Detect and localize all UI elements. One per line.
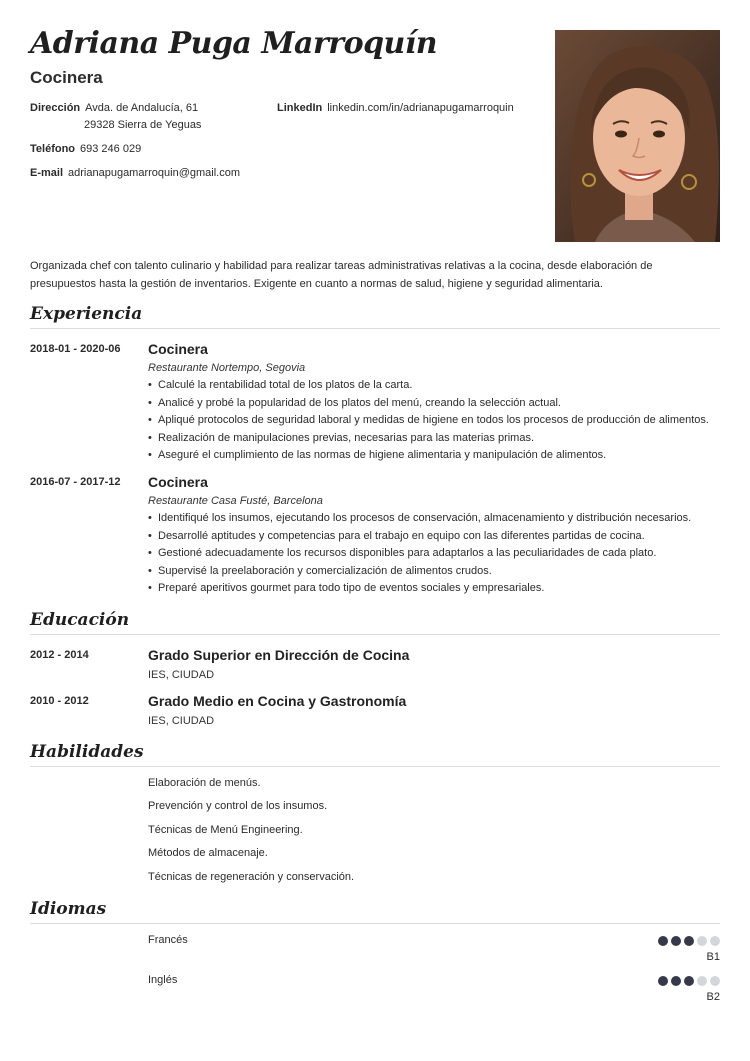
rating-dot-filled	[658, 976, 668, 986]
education-date: 2012 - 2014	[30, 649, 89, 661]
list-item: • Gestioné adecuadamente los recursos disponibles para adaptarlos a las peculiaridades de cada plato.	[148, 545, 720, 563]
email-link[interactable]: adrianapugamarroquin@gmail.com	[68, 167, 240, 179]
skill-item: Técnicas de regeneración y conservación.	[148, 871, 355, 883]
language-level: B2	[706, 991, 720, 1003]
rating-dot-filled	[684, 936, 694, 946]
list-item: • Analicé y probé la popularidad de los platos del menú, creando la selección actual.	[148, 395, 720, 413]
contact-address	[30, 100, 201, 134]
language-rating	[658, 976, 720, 986]
skill-item: Técnicas de Menú Engineering.	[148, 824, 303, 836]
language-level: B1	[706, 951, 720, 963]
education-degree: Grado Superior en Dirección de Cocina	[148, 647, 410, 663]
list-item: • Supervisé la preelaboración y comercialización de alimentos crudos.	[148, 563, 720, 581]
skill-item: Métodos de almacenaje.	[148, 847, 268, 859]
experience-date: 2016-07 - 2017-12	[30, 476, 121, 488]
experience-role: Cocinera	[148, 341, 208, 357]
skill-item: Prevención y control de los insumos.	[148, 800, 328, 812]
linkedin-label: LinkedIn	[277, 102, 323, 114]
list-item: • Aseguré el cumplimiento de las normas de higiene alimentaria y manipulación de alimentos.	[148, 447, 720, 465]
skill-item: Elaboración de menús.	[148, 777, 261, 789]
rating-dot-filled	[671, 976, 681, 986]
experience-company: Restaurante Casa Fusté, Barcelona	[148, 495, 323, 507]
education-entry	[30, 646, 720, 681]
address-line-2: 29328 Sierra de Yeguas	[84, 119, 202, 131]
list-item: • Realización de manipulaciones previas, necesarias para las materias primas.	[148, 430, 720, 448]
language-entry	[30, 934, 720, 970]
contact-linkedin	[277, 100, 514, 117]
profile-summary: Organizada chef con talento culinario y habilidad para realizar tareas administrativas relativas a la cocina, desde elaboración de presupuestos hasta la gestión de inventarios. Exigente en cuanto a normas de salud, higiene y seguridad alimentaria.	[30, 260, 653, 290]
linkedin-link[interactable]: linkedin.com/in/adrianapugamarroquin	[327, 102, 514, 114]
list-item: • Calculé la rentabilidad total de los platos de la carta.	[148, 377, 720, 395]
experience-bullets	[148, 510, 720, 598]
list-item: • Desarrollé aptitudes y competencias para el trabajo en equipo con las diferentes partidas de cocina.	[148, 528, 720, 546]
language-rating	[658, 936, 720, 946]
education-institution: IES, CIUDAD	[148, 669, 215, 681]
contact-email	[30, 165, 240, 182]
experience-entry	[30, 473, 720, 598]
language-name: Francés	[148, 934, 188, 946]
address-line-1: Avda. de Andalucía, 61	[85, 102, 199, 114]
rating-dot-filled	[671, 936, 681, 946]
education-entry	[30, 692, 720, 727]
language-name: Inglés	[148, 974, 178, 986]
candidate-name: Adriana Puga Marroquín	[30, 26, 438, 61]
experience-bullets	[148, 377, 720, 465]
rating-dot-filled	[658, 936, 668, 946]
section-heading-languages: Idiomas	[30, 899, 720, 924]
list-item: • Preparé aperitivos gourmet para todo tipo de eventos sociales y empresariales.	[148, 580, 720, 598]
section-heading-education: Educación	[30, 610, 720, 635]
profile-photo-image	[555, 30, 720, 242]
email-label: E-mail	[30, 167, 64, 179]
profile-photo	[555, 30, 720, 242]
section-heading-experience: Experiencia	[30, 304, 720, 329]
list-item: • Apliqué protocolos de seguridad laboral y medidas de higiene en todos los procesos de producción de alimentos.	[148, 412, 720, 430]
contact-phone	[30, 141, 141, 158]
phone-value: 693 246 029	[80, 143, 142, 155]
rating-dot-empty	[697, 936, 707, 946]
rating-dot-filled	[684, 976, 694, 986]
education-date: 2010 - 2012	[30, 695, 89, 707]
experience-date: 2018-01 - 2020-06	[30, 343, 121, 355]
phone-label: Teléfono	[30, 143, 76, 155]
education-institution: IES, CIUDAD	[148, 715, 215, 727]
experience-entry	[30, 340, 720, 465]
list-item: • Identifiqué los insumos, ejecutando los procesos de conservación, almacenamiento y distribución necesarios.	[148, 510, 720, 528]
experience-company: Restaurante Nortempo, Segovia	[148, 362, 306, 374]
section-heading-skills: Habilidades	[30, 742, 720, 767]
experience-role: Cocinera	[148, 474, 208, 490]
language-entry	[30, 974, 720, 1010]
rating-dot-empty	[697, 976, 707, 986]
job-title: Cocinera	[30, 68, 103, 87]
education-degree: Grado Medio en Cocina y Gastronomía	[148, 693, 407, 709]
address-label: Dirección	[30, 102, 81, 114]
rating-dot-empty	[710, 976, 720, 986]
rating-dot-empty	[710, 936, 720, 946]
